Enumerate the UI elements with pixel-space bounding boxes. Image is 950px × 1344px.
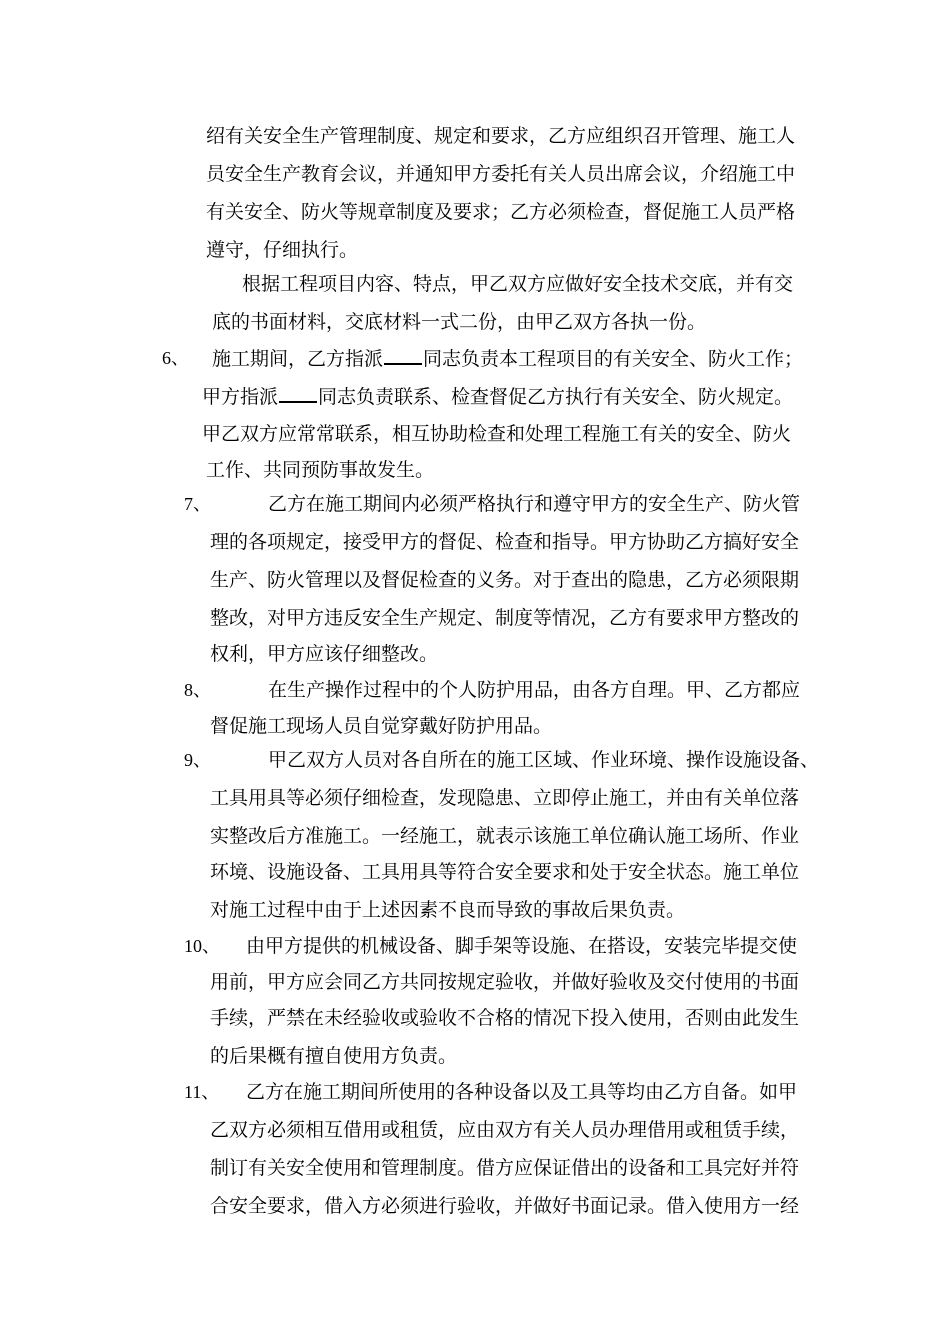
paragraph-line: 理的各项规定，接受甲方的督促、检查和指导。甲方协助乙方搞好安全 — [210, 531, 800, 553]
paragraph-line: 工作、共同预防事故发生。 — [206, 459, 435, 481]
item-number: 11、 — [184, 1082, 220, 1102]
paragraph-line: 底的书面材料，交底材料一式二份，由甲乙双方各执一份。 — [212, 311, 707, 333]
blank-underline — [279, 384, 317, 403]
paragraph-line: 用前，甲方应会同乙方共同按规定验收，并做好验收及交付使用的书面 — [210, 971, 800, 993]
paragraph-line: 乙双方必须相互借用或租赁，应由双方有关人员办理借用或租赁手续， — [210, 1119, 800, 1141]
paragraph-line: 有关安全、防火等规章制度及要求；乙方必须检查，督促施工人员严格 — [206, 201, 796, 223]
paragraph-line: 整改，对甲方违反安全生产规定、制度等情况，乙方有要求甲方整改的 — [210, 607, 800, 629]
item-number: 9、 — [184, 750, 211, 770]
item-number: 6、 — [162, 348, 189, 368]
line-text: 甲方指派 — [202, 386, 279, 408]
paragraph-line: 在生产操作过程中的个人防护用品，由各方自理。甲、乙方都应 — [268, 679, 801, 701]
paragraph-line: 实整改后方准施工。一经施工，就表示该施工单位确认施工场所、作业 — [210, 825, 800, 847]
item-number: 10、 — [184, 936, 220, 956]
paragraph-line: 乙方在施工期间所使用的各种设备以及工具等均由乙方自备。如甲 — [246, 1081, 798, 1103]
paragraph-line — [212, 346, 803, 371]
paragraph-line: 权利，甲方应该仔细整改。 — [210, 643, 439, 665]
blank-underline — [384, 346, 422, 365]
paragraph-line — [202, 384, 793, 409]
paragraph-line: 手续，严禁在未经验收或验收不合格的情况下投入使用，否则由此发生 — [210, 1007, 800, 1029]
paragraph-line: 环境、设施设备、工具用具等符合安全要求和处于安全状态。施工单位 — [210, 861, 800, 883]
paragraph-line: 甲乙双方人员对各自所在的施工区域、作业环境、操作设施设备、 — [268, 749, 820, 771]
paragraph-line: 根据工程项目内容、特点，甲乙双方应做好安全技术交底，并有交 — [242, 273, 794, 295]
line-text: 同志负责本工程项目的有关安全、防火工作； — [423, 348, 804, 370]
paragraph-line: 督促施工现场人员自觉穿戴好防护用品。 — [210, 715, 553, 737]
paragraph-line: 遵守，仔细执行。 — [206, 239, 359, 261]
paragraph-line: 对施工过程中由于上述因素不良而导致的事故后果负责。 — [210, 899, 686, 921]
paragraph-line: 员安全生产教育会议，并通知甲方委托有关人员出席会议，介绍施工中 — [206, 163, 796, 185]
paragraph-line: 由甲方提供的机械设备、脚手架等设施、在搭设，安装完毕提交使 — [246, 935, 798, 957]
paragraph-line: 绍有关安全生产管理制度、规定和要求，乙方应组织召开管理、施工人 — [206, 125, 796, 147]
paragraph-line: 的后果概有擅自使用方负责。 — [210, 1045, 458, 1067]
line-text: 施工期间，乙方指派 — [212, 348, 384, 370]
line-text: 同志负责联系、检查督促乙方执行有关安全、防火规定。 — [318, 386, 794, 408]
paragraph-line: 甲乙双方应常常联系，相互协助检查和处理工程施工有关的安全、防火 — [202, 423, 792, 445]
paragraph-line: 工具用具等必须仔细检查，发现隐患、立即停止施工，并由有关单位落 — [210, 787, 800, 809]
paragraph-line: 合安全要求，借入方必须进行验收，并做好书面记录。借入使用方一经 — [210, 1195, 800, 1217]
paragraph-line: 乙方在施工期间内必须严格执行和遵守甲方的安全生产、防火管 — [268, 493, 801, 515]
item-number: 8、 — [184, 680, 211, 700]
paragraph-line: 生产、防火管理以及督促检查的义务。对于查出的隐患，乙方必须限期 — [210, 569, 800, 591]
paragraph-line: 制订有关安全使用和管理制度。借方应保证借出的设备和工具完好并符 — [210, 1157, 800, 1179]
item-number: 7、 — [184, 494, 211, 514]
